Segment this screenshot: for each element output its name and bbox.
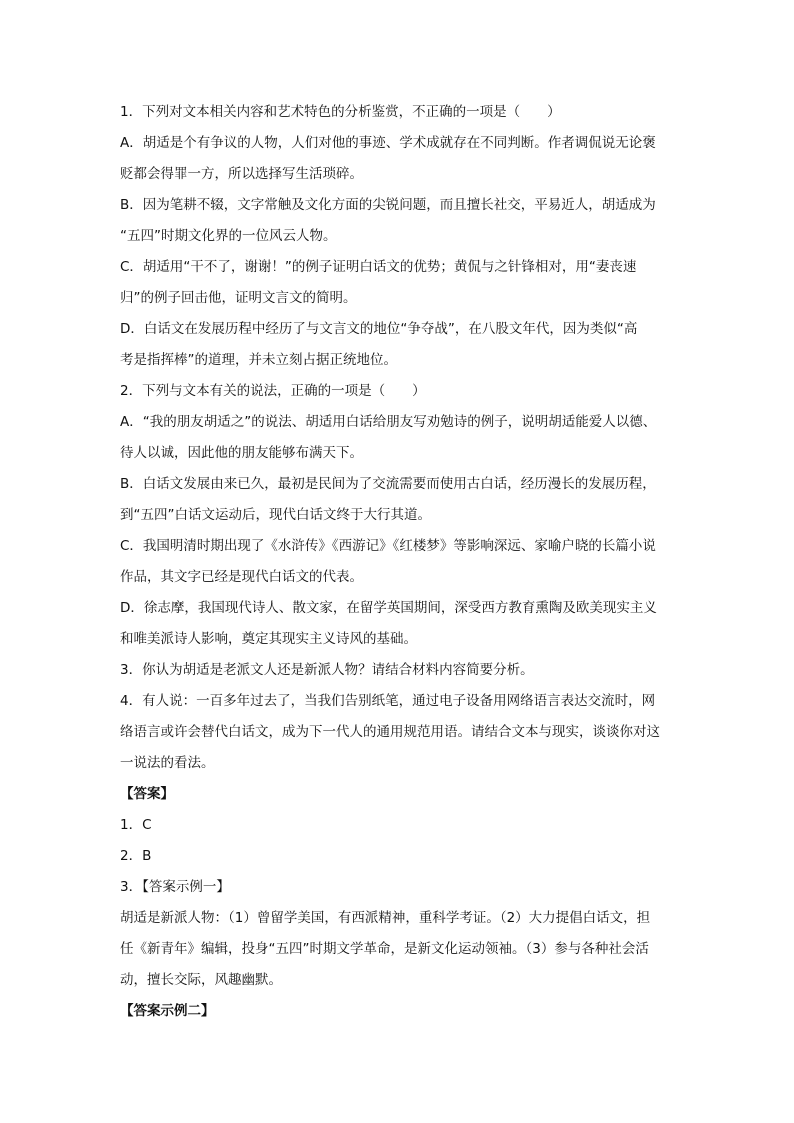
q1-option-b: B．因为笔耕不辍，文字常触及文化方面的尖锐问题，而且擅长社交，平易近人，胡适成为 [120, 197, 656, 213]
q1-option-c: C．胡适用“干不了，谢谢！”的例子证明白话文的优势；黄侃与之针锋相对，用“妻丧速 [120, 259, 637, 275]
q2-stem: 2．下列与文本有关的说法，正确的一项是（ ） [120, 383, 426, 399]
q2-option-a: A．“我的朋友胡适之”的说法、胡适用白话给朋友写劝勉诗的例子，说明胡适能爱人以德、 [120, 414, 657, 430]
answer-3-example-1-text: 胡适是新派人物：（1）曾留学美国，有西派精神，重科学考证。（2）大力提倡白话文，担 [120, 910, 651, 926]
q2-option-d: D．徐志摩，我国现代诗人、散文家，在留学英国期间，深受西方教育熏陶及欧美现实主义 [120, 600, 657, 616]
q1-option-d: D．白话文在发展历程中经历了与文言文的地位“争夺战”，在八股文年代，因为类似“高 [120, 321, 638, 337]
document-body [120, 97, 682, 1027]
q2-option-c-cont: 作品，其文字已经是现代白话文的代表。 [120, 569, 363, 585]
answer-heading: 【答案】 [120, 786, 174, 802]
answer-2: 2．B [120, 848, 152, 864]
answer-3-example-1-label: 3．【答案示例一】 [120, 879, 230, 895]
q2-option-c: C．我国明清时期出现了《水浒传》《西游记》《红楼梦》等影响深远、家喻户晓的长篇小说 [120, 538, 656, 554]
q1-option-a-cont: 贬都会得罪一方，所以选择写生活琐碎。 [120, 166, 363, 182]
q2-option-a-cont: 待人以诚，因此他的朋友能够布满天下。 [120, 445, 363, 461]
q2-option-d-cont: 和唯美派诗人影响，奠定其现实主义诗风的基础。 [120, 631, 417, 647]
answer-1: 1．C [120, 817, 152, 833]
answer-3-example-1-text-cont-2: 动，擅长交际，风趣幽默。 [120, 972, 282, 988]
q1-stem: 1．下列对文本相关内容和艺术特色的分析鉴赏，不正确的一项是（ ） [120, 104, 561, 120]
q4-stem-cont-1: 络语言或许会替代白话文，成为下一代人的通用规范用语。请结合文本与现实，谈谈你对这 [120, 724, 660, 740]
q2-option-b: B．白话文发展由来已久，最初是民间为了交流需要而使用古白话，经历漫长的发展历程， [120, 476, 656, 492]
q1-option-d-cont: 考是指挥棒”的道理，并未立刻占据正统地位。 [120, 352, 397, 368]
q2-option-b-cont: 到“五四”白话文运动后，现代白话文终于大行其道。 [120, 507, 431, 523]
q4-stem-cont-2: 一说法的看法。 [120, 755, 215, 771]
q3-stem: 3．你认为胡适是老派文人还是新派人物？请结合材料内容简要分析。 [120, 662, 534, 678]
q1-option-a: A．胡适是个有争议的人物，人们对他的事迹、学术成就存在不同判断。作者调侃说无论褒 [120, 135, 656, 151]
answer-3-example-1-text-cont-1: 任《新青年》编辑，投身“五四”时期文学革命，是新文化运动领袖。（3）参与各种社会活 [120, 941, 649, 957]
q1-option-c-cont: 归”的例子回击他，证明文言文的简明。 [120, 290, 357, 306]
answer-3-example-2-label: 【答案示例二】 [120, 1003, 215, 1019]
q4-stem: 4．有人说：一百多年过去了，当我们告别纸笔，通过电子设备用网络语言表达交流时，网 [120, 693, 656, 709]
q1-option-b-cont: “五四”时期文化界的一位风云人物。 [120, 228, 337, 244]
